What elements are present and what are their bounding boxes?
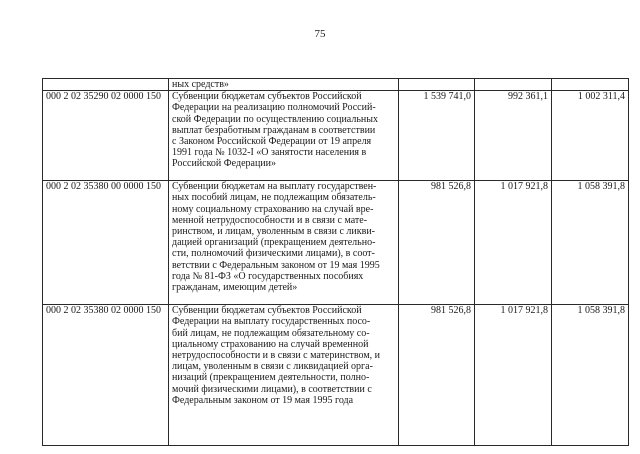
budget-code-cell: 000 2 02 35380 02 0000 150 xyxy=(43,305,169,446)
table-row xyxy=(43,305,629,446)
value-cell-2 xyxy=(475,79,552,91)
description-line: с Законом Российской Федерации от 19 апреля xyxy=(172,136,372,148)
description-line: лицам, уволенным в связи с ликвидацией орга- xyxy=(172,361,373,373)
description-line: ному социальному страхованию на случай вре- xyxy=(172,203,374,215)
description-cell xyxy=(169,181,399,305)
description-line: Субвенции бюджетам на выплату государствен- xyxy=(172,181,377,193)
value-cell-1 xyxy=(399,79,475,91)
description-line: Российской Федерации» xyxy=(172,158,277,170)
value-cell-3 xyxy=(552,79,629,91)
description-line: ветствии с Федеральным законом от 19 мая 1995 xyxy=(172,259,380,271)
value-cell-1: 981 526,8 xyxy=(399,181,475,305)
description-line: дацией организаций (прекращением деятельно- xyxy=(172,237,376,249)
description-line: нетрудоспособности и в связи с материнством, и xyxy=(172,350,381,362)
page-number: 75 xyxy=(314,28,326,40)
description-line: гражданам, имеющим детей» xyxy=(172,282,298,294)
value-cell-2: 1 017 921,8 xyxy=(475,305,552,446)
value-cell-2: 992 361,1 xyxy=(475,91,552,181)
description-line: Субвенции бюджетам субъектов Российской xyxy=(172,305,362,317)
description-line: Федеральным законом от 19 мая 1995 года xyxy=(172,394,354,406)
table-row xyxy=(43,79,629,91)
value-cell-1: 981 526,8 xyxy=(399,305,475,446)
description-line: низаций (прекращением деятельности, полно- xyxy=(172,372,370,384)
value-cell-1: 1 539 741,0 xyxy=(399,91,475,181)
description-line: Федерации на выплату государственных посо- xyxy=(172,316,371,328)
description-cell xyxy=(169,305,399,446)
value-cell-3: 1 002 311,4 xyxy=(552,91,629,181)
budget-code-cell xyxy=(43,79,169,91)
description-line: мочий физическими лицами), в соответствии с xyxy=(172,383,372,395)
table-row xyxy=(43,91,629,181)
description-line: бий лицам, не подлежащим обязательному со- xyxy=(172,327,370,339)
description-line: 1991 года № 1032-I «О занятости населения в xyxy=(172,147,367,159)
description-line: циальному страхованию на случай временной xyxy=(172,338,369,350)
description-cell xyxy=(169,79,399,91)
budget-table xyxy=(42,78,629,446)
description-line: ных средств» xyxy=(172,79,229,90)
description-line: Федерации на реализацию полномочий Россий- xyxy=(172,102,376,114)
description-line: сти, полномочий физическими лицами), в соот- xyxy=(172,248,375,260)
description-cell xyxy=(169,91,399,181)
description-line: ской Федерации по осуществлению социальных xyxy=(172,113,378,125)
description-line: менной нетрудоспособности и в связи с мате- xyxy=(172,214,368,226)
description-line: выплат безработным гражданам в соответствии xyxy=(172,124,376,136)
description-line: ных пособий лицам, не подлежащим обязатель- xyxy=(172,192,376,204)
description-line: Субвенции бюджетам субъектов Российской xyxy=(172,91,362,103)
value-cell-3: 1 058 391,8 xyxy=(552,305,629,446)
description-line: года № 81-ФЗ «О государственных пособиях xyxy=(172,270,364,282)
value-cell-2: 1 017 921,8 xyxy=(475,181,552,305)
budget-code-cell: 000 2 02 35380 00 0000 150 xyxy=(43,181,169,305)
value-cell-3: 1 058 391,8 xyxy=(552,181,629,305)
budget-code-cell: 000 2 02 35290 02 0000 150 xyxy=(43,91,169,181)
table-row xyxy=(43,181,629,305)
description-line: ринством, и лицам, уволенным в связи с ликви- xyxy=(172,226,376,238)
